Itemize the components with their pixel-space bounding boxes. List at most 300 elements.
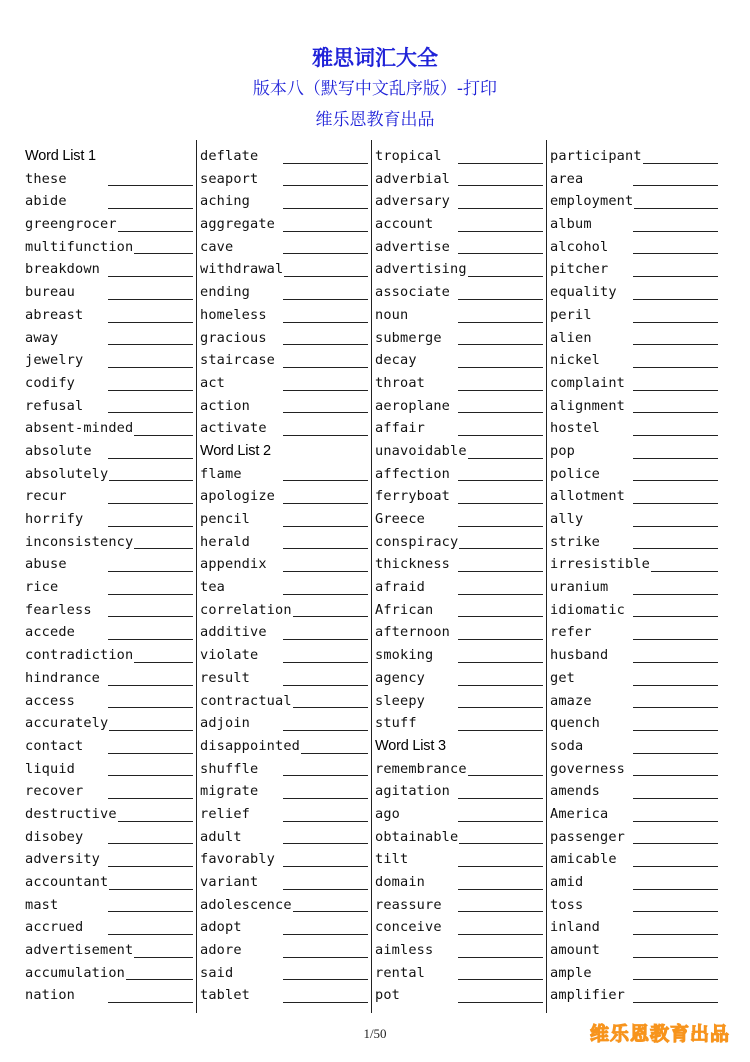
- vocab-word: affair: [375, 420, 426, 437]
- vocab-word: adversary: [375, 193, 451, 210]
- vocab-word: sleepy: [375, 692, 426, 709]
- answer-blank-line: [458, 798, 543, 799]
- answer-blank-line: [633, 707, 718, 708]
- vocab-word: get: [550, 669, 576, 686]
- vocab-word: hostel: [550, 420, 601, 437]
- vocab-entry: [25, 667, 193, 690]
- vocab-word: passenger: [550, 828, 626, 845]
- answer-blank-line: [458, 775, 543, 776]
- vocab-entry: [200, 712, 368, 735]
- answer-blank-line: [458, 571, 543, 572]
- vocab-word: pitcher: [550, 261, 609, 278]
- vocab-word: apologize: [200, 488, 276, 505]
- answer-blank-line: [108, 639, 193, 640]
- vocab-entry: [550, 599, 718, 622]
- vocab-word: amends: [550, 783, 601, 800]
- vocab-entry: [25, 712, 193, 735]
- vocab-entry: [200, 939, 368, 962]
- vocab-word: throat: [375, 374, 426, 391]
- vocab-word: contractual: [200, 692, 292, 709]
- vocab-entry: [550, 916, 718, 939]
- answer-blank-line: [108, 730, 193, 731]
- vocab-entry: [200, 531, 368, 554]
- vocab-word: adore: [200, 942, 242, 959]
- answer-blank-line: [283, 163, 368, 164]
- answer-blank-line: [108, 571, 193, 572]
- vocab-word: ample: [550, 964, 592, 981]
- vocab-word: pop: [550, 442, 576, 459]
- vocab-entry: [25, 848, 193, 871]
- vocab-entry: [375, 871, 543, 894]
- answer-blank-line: [633, 435, 718, 436]
- vocab-word: accede: [25, 624, 76, 641]
- vocab-entry: [200, 281, 368, 304]
- answer-blank-line: [108, 685, 193, 686]
- vocab-word: accurately: [25, 715, 109, 732]
- vocab-word: complaint: [550, 374, 626, 391]
- vocab-entry: [550, 327, 718, 350]
- answer-blank-line: [458, 367, 543, 368]
- vocab-word: nickel: [550, 352, 601, 369]
- answer-blank-line: [633, 390, 718, 391]
- vocab-word: decay: [375, 352, 417, 369]
- vocab-entry: [550, 395, 718, 418]
- vocab-word: jewelry: [25, 352, 84, 369]
- vocab-entry: [375, 758, 543, 781]
- vocab-entry: [550, 576, 718, 599]
- vocab-entry: [375, 168, 543, 191]
- answer-blank-line: [633, 685, 718, 686]
- vocab-word: these: [25, 170, 67, 187]
- answer-blank-line: [108, 276, 193, 277]
- word-list-heading: Word List 1: [25, 148, 96, 164]
- vocab-entry: [200, 984, 368, 1007]
- vocab-entry: [25, 826, 193, 849]
- vocab-entry: [550, 984, 718, 1007]
- vocab-entry: [200, 553, 368, 576]
- vocab-entry: [200, 508, 368, 531]
- vocab-entry: [200, 236, 368, 259]
- vocab-entry: [375, 712, 543, 735]
- answer-blank-line: [633, 231, 718, 232]
- answer-blank-line: [458, 821, 543, 822]
- vocab-word: adolescence: [200, 896, 292, 913]
- vocab-entry: [550, 803, 718, 826]
- answer-blank-line: [458, 322, 543, 323]
- word-list-heading-row: [375, 735, 543, 758]
- vocab-word: additive: [200, 624, 267, 641]
- vocab-entry: [550, 531, 718, 554]
- answer-blank-line: [633, 367, 718, 368]
- vocab-word: amicable: [550, 851, 617, 868]
- vocab-entry: [375, 485, 543, 508]
- vocab-entry: [375, 304, 543, 327]
- answer-blank-line: [108, 322, 193, 323]
- answer-blank-line: [283, 616, 368, 617]
- vocab-entry: [375, 599, 543, 622]
- vocab-word: flame: [200, 465, 242, 482]
- vocab-word: contradiction: [25, 647, 134, 664]
- vocab-word: away: [25, 329, 59, 346]
- answer-blank-line: [458, 594, 543, 595]
- answer-blank-line: [633, 775, 718, 776]
- vocab-word: African: [375, 601, 434, 618]
- answer-blank-line: [633, 322, 718, 323]
- vocab-word: participant: [550, 148, 642, 164]
- vocab-word: accountant: [25, 874, 109, 890]
- vocab-word: amaze: [550, 692, 592, 709]
- vocab-word: afraid: [375, 579, 426, 596]
- answer-blank-line: [283, 866, 368, 867]
- vocab-entry: [375, 508, 543, 531]
- answer-blank-line: [633, 458, 718, 459]
- answer-blank-line: [458, 253, 543, 254]
- answer-blank-line: [283, 911, 368, 912]
- vocab-word: bureau: [25, 284, 76, 301]
- vocab-word: peril: [550, 306, 592, 323]
- vocab-word: accrued: [25, 919, 84, 936]
- vocab-word: absent-minded: [25, 420, 134, 437]
- vocab-entry: [550, 826, 718, 849]
- answer-blank-line: [283, 299, 368, 300]
- vocab-word: aggregate: [200, 216, 276, 233]
- vocab-entry: [375, 916, 543, 939]
- answer-blank-line: [633, 480, 718, 481]
- word-list-columns: [23, 145, 723, 1013]
- answer-blank-line: [108, 503, 193, 504]
- answer-blank-line: [108, 707, 193, 708]
- vocab-word: withdrawal: [200, 261, 284, 278]
- vocab-word: abuse: [25, 556, 67, 573]
- answer-blank-line: [458, 639, 543, 640]
- answer-blank-line: [108, 480, 193, 481]
- vocab-word: amplifier: [550, 987, 626, 1004]
- vocab-entry: [200, 576, 368, 599]
- answer-blank-line: [633, 526, 718, 527]
- vocab-word: nation: [25, 987, 76, 1004]
- vocab-entry: [375, 281, 543, 304]
- word-list-heading: Word List 2: [200, 442, 271, 459]
- vocab-word: associate: [375, 284, 451, 301]
- answer-blank-line: [458, 390, 543, 391]
- answer-blank-line: [108, 616, 193, 617]
- vocab-word: result: [200, 669, 251, 686]
- vocab-word: violate: [200, 647, 259, 664]
- answer-blank-line: [633, 503, 718, 504]
- vocab-word: remembrance: [375, 760, 467, 777]
- vocab-word: disappointed: [200, 737, 301, 754]
- answer-blank-line: [633, 253, 718, 254]
- answer-blank-line: [458, 548, 543, 549]
- vocab-word: abide: [25, 193, 67, 210]
- publisher-line: 维乐恩教育出品: [315, 110, 435, 130]
- vocab-word: action: [200, 397, 251, 414]
- answer-blank-line: [633, 957, 718, 958]
- vocab-entry: [25, 327, 193, 350]
- answer-blank-line: [108, 344, 193, 345]
- vocab-entry: [375, 440, 543, 463]
- vocab-entry: [200, 962, 368, 985]
- vocab-word: uranium: [550, 579, 609, 596]
- vocab-entry: [25, 644, 193, 667]
- vocab-entry: [25, 690, 193, 713]
- answer-blank-line: [458, 185, 543, 186]
- vocab-entry: [25, 621, 193, 644]
- vocab-entry: [25, 417, 193, 440]
- answer-blank-line: [458, 526, 543, 527]
- vocab-word: aching: [200, 193, 251, 210]
- answer-blank-line: [458, 503, 543, 504]
- answer-blank-line: [108, 798, 193, 799]
- vocab-entry: [25, 349, 193, 372]
- vocab-word: adopt: [200, 919, 242, 936]
- answer-blank-line: [458, 458, 543, 459]
- vocab-entry: [550, 894, 718, 917]
- vocab-word: toss: [550, 896, 584, 913]
- vocab-entry: [25, 281, 193, 304]
- vocab-entry: [25, 213, 193, 236]
- vocab-word: quench: [550, 715, 601, 732]
- vocab-entry: [375, 236, 543, 259]
- vocab-entry: [200, 168, 368, 191]
- answer-blank-line: [458, 866, 543, 867]
- vocab-entry: [375, 553, 543, 576]
- vocab-word: alcohol: [550, 238, 609, 255]
- vocab-word: homeless: [200, 306, 267, 323]
- vocab-word: America: [550, 805, 609, 822]
- vocab-word: stuff: [375, 715, 417, 732]
- answer-blank-line: [283, 707, 368, 708]
- vocab-entry: [200, 258, 368, 281]
- vocab-entry: [25, 531, 193, 554]
- answer-blank-line: [283, 208, 368, 209]
- answer-blank-line: [283, 503, 368, 504]
- vocab-entry: [25, 372, 193, 395]
- vocab-word: aeroplane: [375, 397, 451, 414]
- vocab-word: destructive: [25, 805, 117, 822]
- watermark-logo: 维乐恩教育出品: [589, 1023, 730, 1045]
- vocab-word: favorably: [200, 851, 276, 868]
- vocab-entry: [375, 667, 543, 690]
- answer-blank-line: [108, 889, 193, 890]
- answer-blank-line: [633, 911, 718, 912]
- answer-blank-line: [458, 934, 543, 935]
- answer-blank-line: [283, 594, 368, 595]
- answer-blank-line: [633, 843, 718, 844]
- vocab-word: smoking: [375, 647, 434, 664]
- vocab-word: shuffle: [200, 760, 259, 777]
- vocab-word: advertise: [375, 238, 451, 255]
- vocab-entry: [200, 304, 368, 327]
- answer-blank-line: [633, 344, 718, 345]
- vocab-entry: [25, 780, 193, 803]
- vocab-entry: [550, 939, 718, 962]
- vocab-entry: [25, 190, 193, 213]
- vocab-entry: [200, 826, 368, 849]
- vocab-word: horrify: [25, 511, 84, 527]
- vocab-entry: [25, 939, 193, 962]
- vocab-word: tea: [200, 579, 226, 596]
- answer-blank-line: [458, 957, 543, 958]
- answer-blank-line: [283, 526, 368, 527]
- vocab-entry: [375, 939, 543, 962]
- vocab-entry: [375, 349, 543, 372]
- answer-blank-line: [633, 730, 718, 731]
- vocab-entry: [375, 576, 543, 599]
- answer-blank-line: [283, 798, 368, 799]
- vocab-word: activate: [200, 420, 267, 437]
- answer-blank-line: [633, 185, 718, 186]
- vocab-entry: [550, 440, 718, 463]
- vocab-entry: [25, 599, 193, 622]
- answer-blank-line: [283, 571, 368, 572]
- vocab-word: amount: [550, 942, 601, 959]
- page-number: 1/50: [363, 1026, 387, 1041]
- vocab-word: ferryboat: [375, 488, 451, 505]
- vocab-entry: [200, 916, 368, 939]
- vocab-entry: [200, 485, 368, 508]
- vocab-entry: [25, 962, 193, 985]
- vocab-word: ending: [200, 284, 251, 301]
- word-list-heading-row: [25, 145, 193, 168]
- vocab-word: correlation: [200, 601, 292, 618]
- answer-blank-line: [283, 979, 368, 980]
- vocab-entry: [550, 304, 718, 327]
- answer-blank-line: [283, 843, 368, 844]
- answer-blank-line: [458, 707, 543, 708]
- answer-blank-line: [633, 662, 718, 663]
- vocab-word: codify: [25, 374, 76, 391]
- vocab-entry: [200, 213, 368, 236]
- word-column-1: [25, 145, 193, 1013]
- vocab-entry: [25, 871, 193, 894]
- vocab-entry: [200, 803, 368, 826]
- vocab-entry: [375, 848, 543, 871]
- vocab-entry: [375, 621, 543, 644]
- vocab-entry: [550, 349, 718, 372]
- vocab-word: allotment: [550, 488, 626, 505]
- answer-blank-line: [458, 480, 543, 481]
- vocab-word: recover: [25, 783, 84, 800]
- vocab-entry: [550, 508, 718, 531]
- answer-blank-line: [108, 185, 193, 186]
- answer-blank-line: [108, 866, 193, 867]
- answer-blank-line: [633, 639, 718, 640]
- vocab-entry: [200, 463, 368, 486]
- vocab-entry: [550, 871, 718, 894]
- vocab-entry: [200, 190, 368, 213]
- answer-blank-line: [633, 208, 718, 209]
- vocab-word: agitation: [375, 783, 451, 800]
- vocab-entry: [550, 690, 718, 713]
- answer-blank-line: [633, 889, 718, 890]
- vocab-entry: [375, 644, 543, 667]
- vocab-entry: [550, 145, 718, 168]
- vocab-word: idiomatic: [550, 601, 626, 618]
- vocab-word: said: [200, 964, 234, 981]
- vocab-word: pot: [375, 987, 401, 1004]
- vocab-word: pencil: [200, 511, 251, 527]
- vocab-entry: [200, 621, 368, 644]
- vocab-word: staircase: [200, 352, 276, 369]
- vocab-entry: [200, 667, 368, 690]
- answer-blank-line: [458, 435, 543, 436]
- vocab-word: amid: [550, 874, 584, 890]
- answer-blank-line: [283, 367, 368, 368]
- vocab-entry: [550, 168, 718, 191]
- answer-blank-line: [283, 775, 368, 776]
- vocab-word: relief: [200, 805, 251, 822]
- answer-blank-line: [108, 843, 193, 844]
- vocab-entry: [200, 599, 368, 622]
- answer-blank-line: [108, 1002, 193, 1003]
- vocab-word: album: [550, 216, 592, 233]
- answer-blank-line: [108, 412, 193, 413]
- vocab-entry: [25, 758, 193, 781]
- vocab-entry: [550, 463, 718, 486]
- vocab-entry: [375, 417, 543, 440]
- vocab-word: liquid: [25, 760, 76, 777]
- vocab-entry: [25, 395, 193, 418]
- answer-blank-line: [283, 639, 368, 640]
- answer-blank-line: [283, 1002, 368, 1003]
- vocab-entry: [25, 508, 193, 531]
- answer-blank-line: [108, 208, 193, 209]
- vocab-word: husband: [550, 647, 609, 664]
- answer-blank-line: [283, 957, 368, 958]
- answer-blank-line: [458, 685, 543, 686]
- vocab-entry: [375, 327, 543, 350]
- vocab-entry: [550, 258, 718, 281]
- answer-blank-line: [458, 344, 543, 345]
- vocab-entry: [25, 258, 193, 281]
- vocab-entry: [550, 780, 718, 803]
- vocab-entry: [550, 712, 718, 735]
- vocab-entry: [200, 644, 368, 667]
- answer-blank-line: [633, 616, 718, 617]
- answer-blank-line: [283, 480, 368, 481]
- answer-blank-line: [633, 276, 718, 277]
- vocab-entry: [25, 463, 193, 486]
- vocab-entry: [200, 349, 368, 372]
- vocab-entry: [25, 735, 193, 758]
- vocab-entry: [200, 417, 368, 440]
- vocab-entry: [25, 168, 193, 191]
- vocab-word: act: [200, 374, 226, 391]
- answer-blank-line: [458, 1002, 543, 1003]
- vocab-word: abreast: [25, 306, 84, 323]
- answer-blank-line: [283, 730, 368, 731]
- vocab-word: recur: [25, 488, 67, 505]
- answer-blank-line: [108, 594, 193, 595]
- answer-blank-line: [458, 299, 543, 300]
- vocab-entry: [25, 236, 193, 259]
- answer-blank-line: [458, 889, 543, 890]
- answer-blank-line: [108, 526, 193, 527]
- vocab-word: variant: [200, 874, 259, 890]
- vocab-word: cave: [200, 238, 234, 255]
- vocab-word: conspiracy: [375, 533, 459, 550]
- answer-blank-line: [283, 662, 368, 663]
- vocab-entry: [25, 576, 193, 599]
- answer-blank-line: [108, 934, 193, 935]
- vocab-word: irresistible: [550, 556, 651, 573]
- vocab-entry: [200, 780, 368, 803]
- vocab-word: access: [25, 692, 76, 709]
- vocab-entry: [200, 145, 368, 168]
- vocab-entry: [375, 463, 543, 486]
- answer-blank-line: [283, 934, 368, 935]
